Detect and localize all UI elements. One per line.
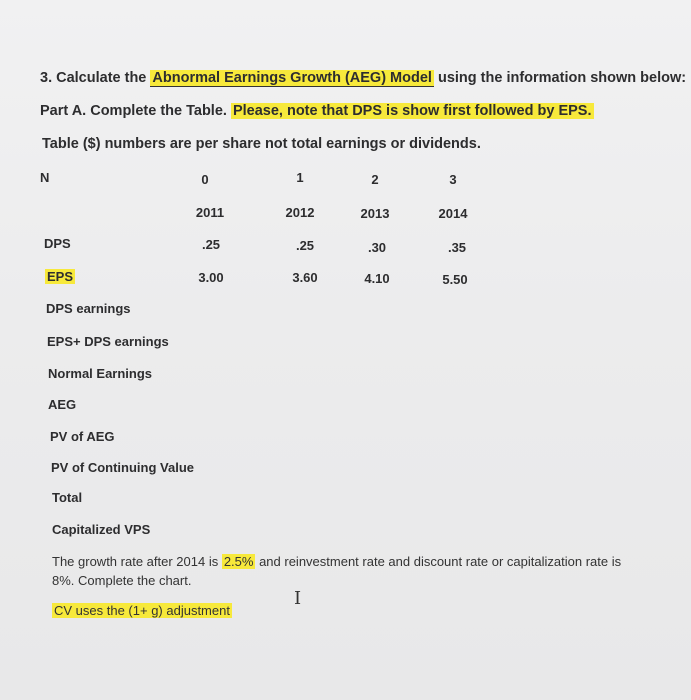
dps-2012: .25: [295, 238, 315, 253]
question-title: 3. Calculate the Abnormal Earnings Growth (AEG) Model using the information shown below:: [40, 70, 687, 86]
year-2014: 2014: [438, 206, 468, 221]
period-1: 1: [296, 170, 304, 185]
part-a-instruction: Part A. Complete the Table. Please, note that DPS is show first followed by EPS.: [40, 103, 592, 119]
row-pv-of-aeg: PV of AEG: [50, 429, 115, 444]
eps-2014: 5.50: [442, 272, 468, 287]
eps-2011: 3.00: [198, 270, 224, 285]
question-highlight: Abnormal Earnings Growth (AEG) Model: [152, 70, 432, 86]
growth-note-line1: The growth rate after 2014 is 2.5% and reinvestment rate and discount rate or capitalization rate is: [52, 554, 622, 569]
dps-2014: .35: [447, 240, 467, 255]
row-total: Total: [52, 490, 83, 505]
row-normal-earnings: Normal Earnings: [48, 366, 153, 381]
n-label: N: [40, 170, 50, 185]
part-a-highlight: Please, note that DPS is show first followed by EPS.: [232, 103, 592, 119]
cv-note-highlight: CV uses the (1+ g) adjustment: [54, 603, 230, 618]
row-pv-continuing-value: PV of Continuing Value: [51, 460, 194, 475]
cv-note: [52, 603, 232, 618]
dps-2013: .30: [367, 240, 387, 255]
row-eps-dps-earnings: EPS+ DPS earnings: [47, 334, 169, 349]
eps-label: [45, 269, 75, 284]
row-capitalized-vps: Capitalized VPS: [52, 522, 151, 537]
growth-rate-highlight: 2.5%: [223, 554, 254, 569]
row-aeg: AEG: [48, 397, 77, 412]
table-note: Table ($) numbers are per share not total earnings or dividends.: [42, 136, 481, 152]
year-2011: 2011: [195, 205, 225, 220]
eps-2013: 4.10: [364, 271, 390, 286]
text-cursor-icon: I: [294, 588, 302, 609]
dps-label: DPS: [44, 236, 71, 251]
period-0: 0: [201, 172, 209, 187]
period-2: 2: [371, 172, 379, 187]
year-2013: 2013: [360, 206, 390, 221]
growth-note-line2: 8%. Complete the chart.: [52, 573, 192, 588]
period-3: 3: [449, 172, 457, 187]
eps-label-highlight: EPS: [47, 269, 74, 284]
dps-2011: .25: [201, 237, 221, 252]
year-2012: 2012: [285, 205, 315, 220]
eps-2012: 3.60: [292, 270, 318, 285]
row-dps-earnings: DPS earnings: [46, 301, 131, 316]
